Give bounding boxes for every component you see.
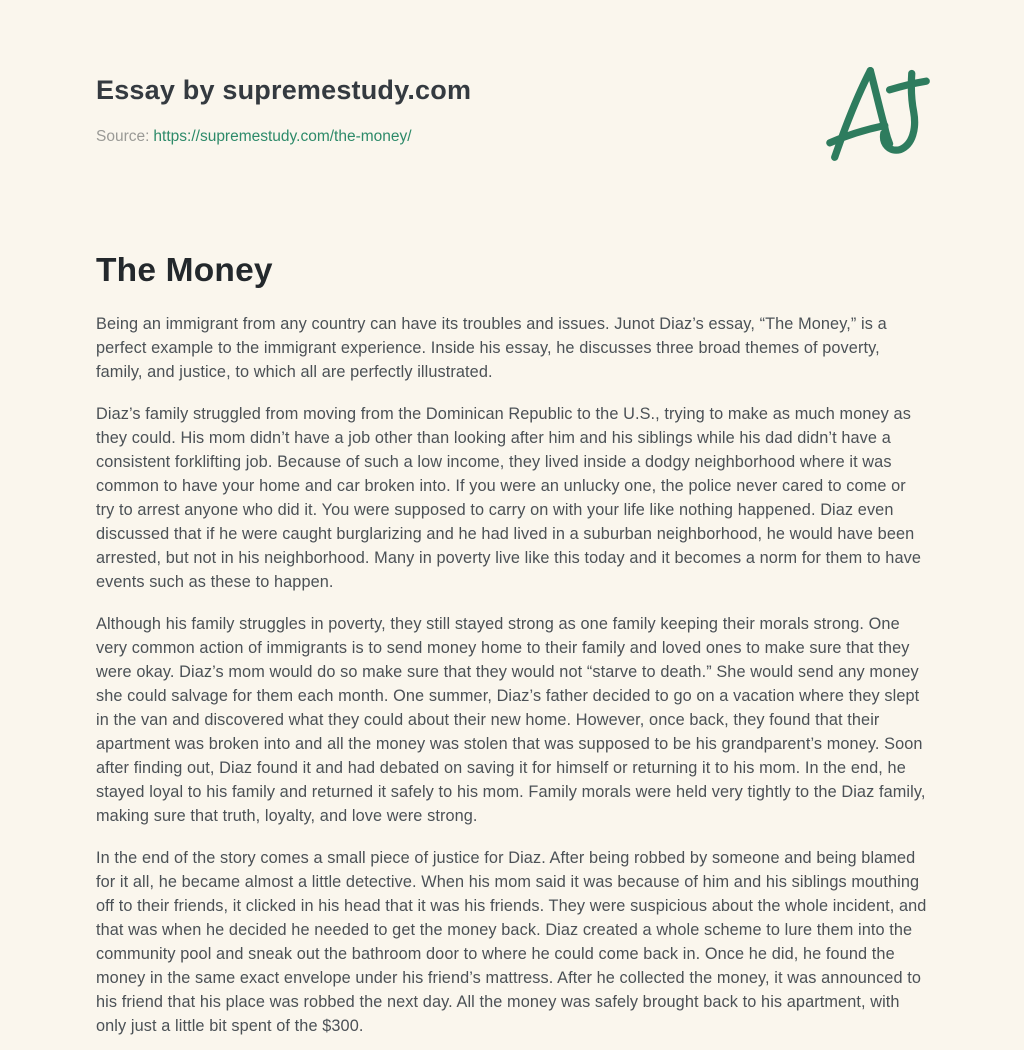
essay-paragraph-3: Although his family struggles in poverty, they still stayed strong as one family keeping their morals strong. One very common action of immigrants is to send money home to their family and loved ones to make sure that they were okay. Diaz’s mom would do so make sure that they would not “starve to death.” She would send any money she could salvage for them each month. One summer, Diaz’s father decided to go on a vacation where they slept in the van and discovered what they could about their new home. However, once back, they found that their apartment was broken into and all the money was stolen that was supposed to be his grandparent’s money. Soon after finding out, Diaz found it and had debated on saving it for himself or returning it to his mom. In the end, he stayed loyal to his family and returned it safely to his mom. Family morals were held very tightly to the Diaz family, making sure that truth, loyalty, and love were strong. [96,615,926,825]
aplus-logo-icon [826,60,932,164]
header-title: Essay by supremestudy.com [96,75,472,105]
essay-paragraph-1: Being an immigrant from any country can have its troubles and issues. Junot Diaz’s essay, “The Money,” is a perfect example to the immigrant experience. Inside his essay, he discusses three broad themes of poverty, family, and justice, to which all are perfectly illustrated. [96,315,887,381]
source-label: Source: [96,128,150,145]
essay-body [96,312,928,1038]
essay-content [96,251,928,1038]
source-line [96,126,928,148]
essay-title: The Money [96,252,273,289]
page-header [96,74,928,148]
source-link[interactable]: https://supremestudy.com/the-money/ [153,128,412,145]
essay-paragraph-4: In the end of the story comes a small piece of justice for Diaz. After being robbed by someone and being blamed for it all, he became almost a little detective. When his mom said it was because of him and his siblings mouthing off to their friends, it clicked in his head that it was his friends. They were suspicious about the whole incident, and that was when he decided he needed to get the money back. Diaz created a whole scheme to lure them into the community pool and sneak out the bathroom door to where he could come back in. Once he did, he found the money in the same exact envelope under his friend’s mattress. After he collected the money, it was announced to his friend that his place was robbed the next day. All the money was safely brought back to his apartment, with only just a little bit spent of the $300. [96,849,927,1035]
essay-paragraph-2: Diaz’s family struggled from moving from the Dominican Republic to the U.S., trying to make as much money as they could. His mom didn’t have a job other than looking after him and his siblings while his dad didn’t have a consistent forklifting job. Because of such a low income, they lived inside a dodgy neighborhood where it was common to have your home and car broken into. If you were an unlucky one, the police never cared to come or try to arrest anyone who did it. You were supposed to carry on with your life like nothing happened. Diaz even discussed that if he were caught burglarizing and he had lived in a suburban neighborhood, he would have been arrested, but not in his neighborhood. Many in poverty live like this today and it becomes a norm for them to have events such as these to happen. [96,405,922,591]
